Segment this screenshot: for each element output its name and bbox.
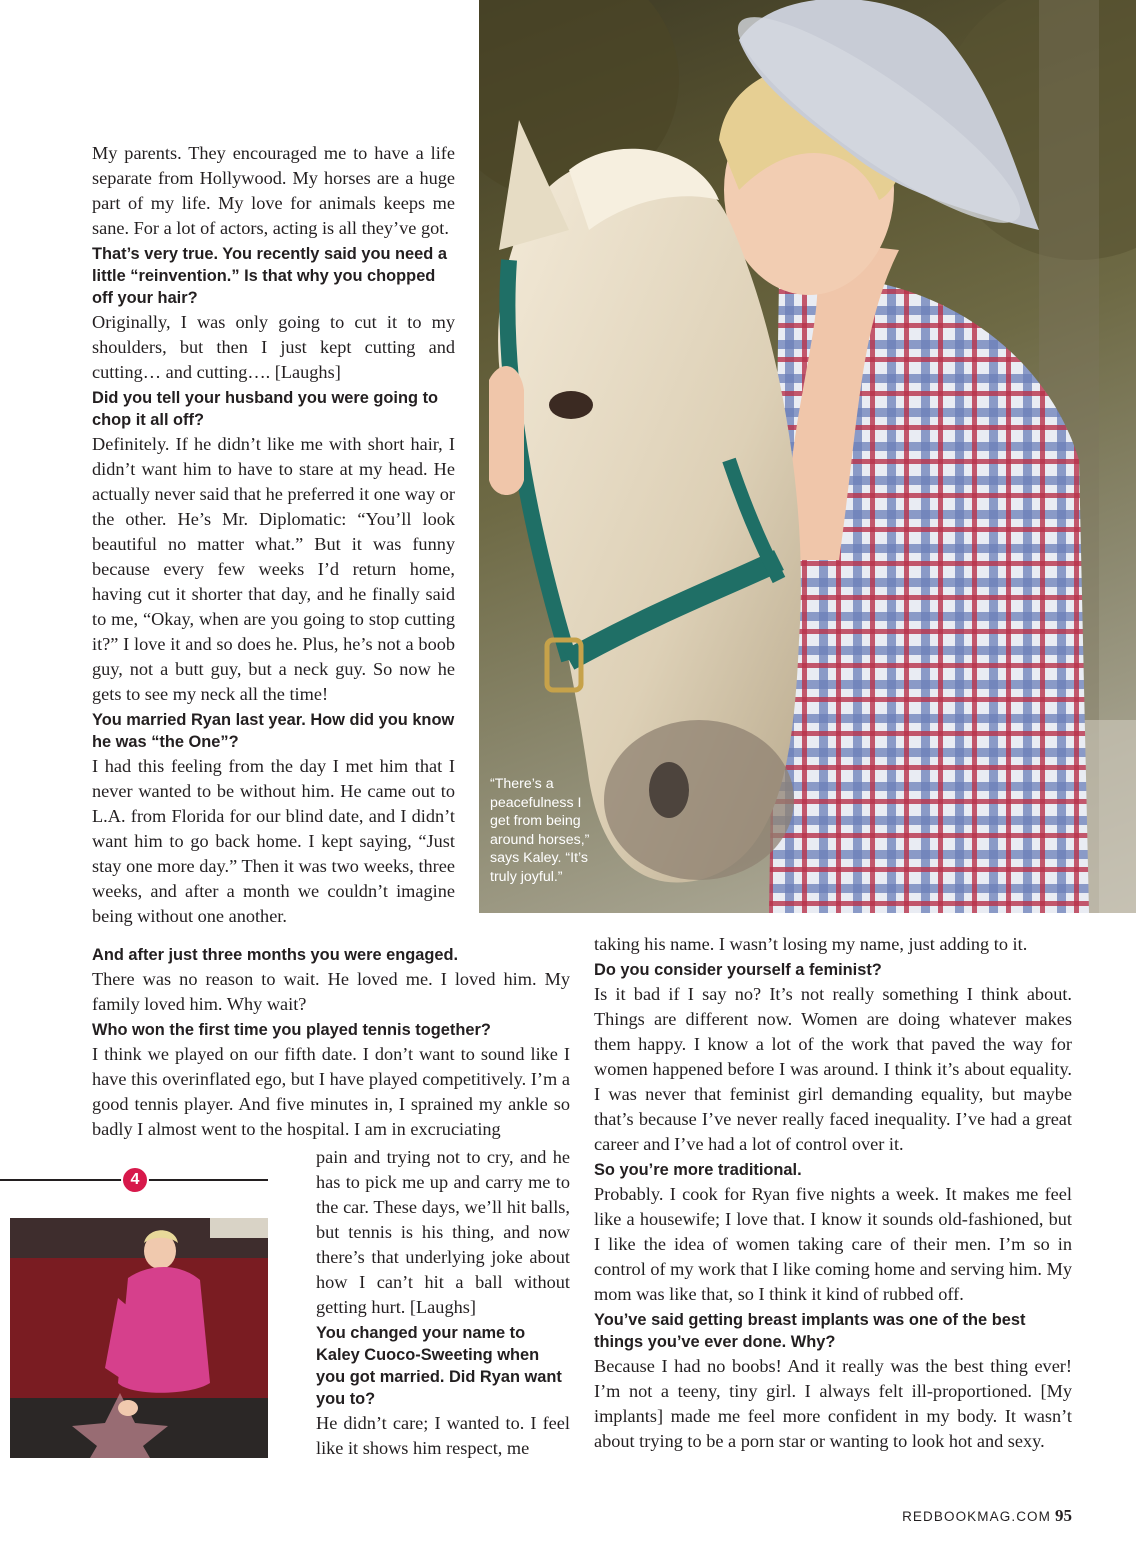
article-column-3: [594, 932, 1072, 1454]
question-heading: Did you tell your husband you were going to chop it all off?: [92, 389, 439, 429]
article-column-1: [92, 141, 455, 929]
question-heading: You changed your name to Kaley Cuoco-Sweeting when you got married. Did Ryan want you to?: [316, 1324, 562, 1408]
question-heading: So you’re more traditional.: [594, 1161, 802, 1179]
answer-paragraph: pain and trying not to cry, and he has to pick me up and carry me to the car. These days, we’ll hit balls, but tennis is his thing, and now there’s that underlying joke about how I can’t hit a ball without getting hurt. [Laughs]: [316, 1147, 570, 1317]
question-heading: You married Ryan last year. How did you know he was “the One”?: [92, 711, 455, 751]
answer-paragraph: Definitely. If he didn’t like me with short hair, I didn’t want him to have to stare at my head. He actually never said that he preferred it one way or the other. He’s Mr. Diplomatic: “You’ll look beautiful no matter what.” But it was funny because every few weeks I’d return home, having cut it shorter that day, and he finally said to me, “Okay, when are you going to stop cutting it?” I love it and so does he. Plus, he’s not a boob guy, not a butt guy, but a neck guy. So now he gets to see my neck all the time!: [92, 434, 455, 704]
answer-paragraph: Is it bad if I say no? It’s not really something I think about. Things are different now. Women are doing whatever makes them happy. I know a lot of the work that paved the way for women happened before I was around. I think it’s about equality. I was never that feminist girl demanding equality, but maybe that’s because I’ve never really faced inequality. I’ve had a great career and I’ve had a lot of control over it.: [594, 984, 1072, 1154]
question-heading: And after just three months you were engaged.: [92, 946, 459, 964]
article-column-1-lower: [92, 942, 570, 1142]
inset-photo: [10, 1218, 268, 1458]
question-heading: That’s very true. You recently said you need a little “reinvention.” Is that why you chopped off your hair?: [92, 245, 447, 307]
walk-of-fame-illustration: [10, 1218, 268, 1458]
question-heading: Do you consider yourself a feminist?: [594, 961, 882, 979]
article-column-2: [316, 1145, 570, 1461]
answer-paragraph: He didn’t care; I wanted to. I feel like it shows him respect, me: [316, 1413, 570, 1458]
question-heading: You’ve said getting breast implants was one of the best things you’ve ever done. Why?: [594, 1311, 1026, 1351]
photo-caption: “There’s a peacefulness I get from being around horses,” says Kaley. “It’s truly joyful.”: [490, 776, 590, 885]
answer-paragraph: Originally, I was only going to cut it to my shoulders, but then I just kept cutting and cutting… and cutting…. [Laughs]: [92, 312, 455, 382]
question-heading: Who won the first time you played tennis together?: [92, 1021, 491, 1039]
page-number: 95: [1055, 1506, 1072, 1525]
answer-paragraph: Because I had no boobs! And it really was the best thing ever! I’m not a teeny, tiny girl. I always felt ill-proportioned. [My implants] made me feel more confident in my body. It wasn’t about trying to be a porn star or wanting to look hot and sexy.: [594, 1356, 1072, 1451]
answer-paragraph: taking his name. I wasn’t losing my name, just adding to it.: [594, 934, 1028, 954]
paragraph: My parents. They encouraged me to have a life separate from Hollywood. My horses are a huge part of my life. My love for animals keeps me sane. For a lot of actors, acting is all they’ve got.: [92, 143, 455, 238]
answer-paragraph: I think we played on our fifth date. I don’t want to sound like I have this overinflated ego, but I have played competitively. I’m a good tennis player. And five minutes in, I sprained my ankle so badly I almost went to the hospital. I am in excruciating: [92, 1044, 570, 1139]
number-badge: 4: [121, 1166, 149, 1194]
answer-paragraph: There was no reason to wait. He loved me. I loved him. My family loved him. Why wait?: [92, 969, 570, 1014]
page-footer: [902, 1506, 1072, 1526]
answer-paragraph: Probably. I cook for Ryan five nights a week. It makes me feel like a housewife; I love that. I know it sounds old-fashioned, but I like the idea of women taking care of their men. I’m so in control of my work that I like coming home and serving him. My mom was like that, so I think it kind of rubbed off.: [594, 1184, 1072, 1304]
site-url: REDBOOKMAG.COM: [902, 1509, 1051, 1524]
answer-paragraph: I had this feeling from the day I met him that I never wanted to be without him. He came out to L.A. from Florida for our blind date, and I didn’t want him to go back home. I kept saying, “Just stay one more day.” Then it was two weeks, three weeks, and after a month we couldn’t imagine being without one another.: [92, 756, 455, 926]
